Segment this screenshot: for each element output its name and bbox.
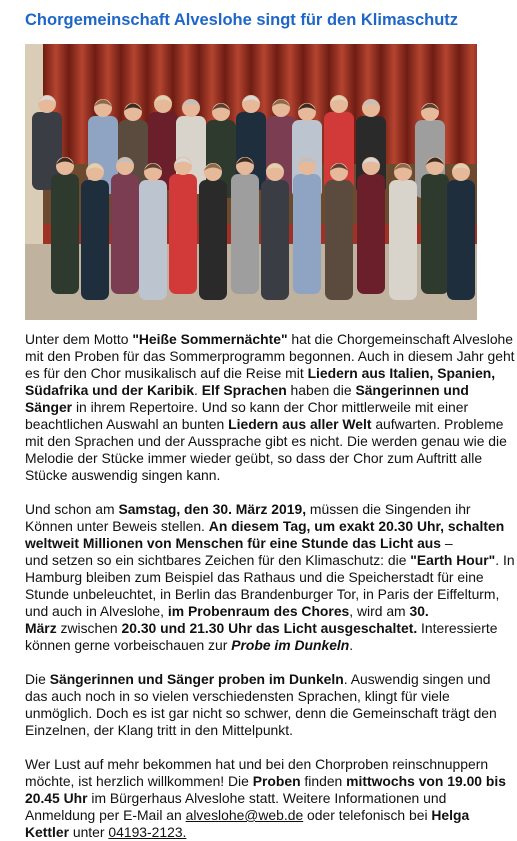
text-run: . Auswendig singen und xyxy=(343,671,491,687)
bold-text: Probe im Dunkeln xyxy=(231,637,350,653)
text-run: – xyxy=(441,535,453,551)
text-run: Melodie der Stücke immer wieder geübt, so dass der Chor zum Auftritt alle xyxy=(25,450,483,466)
bold-text: Liedern aus aller Welt xyxy=(228,416,372,432)
bold-text: Südafrika und der Karibik xyxy=(25,382,195,398)
text-run: das auch noch in so vielen verschiedensten Sprachen, klingt für viele xyxy=(25,688,450,704)
page-title: Chorgemeinschaft Alveslohe singt für den Klimaschutz xyxy=(25,11,459,29)
text-run: Und schon am xyxy=(25,501,119,517)
choir-member xyxy=(139,163,167,300)
choir-member xyxy=(231,157,259,294)
text-run: aufwarten. Probleme xyxy=(371,416,504,432)
bold-text: im Probenraum des Chores xyxy=(167,603,350,619)
text-run: Wer Lust auf mehr bekommen hat und bei den Chorproben reinschnuppern xyxy=(25,756,489,772)
text-run: müssen die Singenden ihr xyxy=(306,501,471,517)
bold-text: weltweit Millionen von Menschen für eine Stunde das Licht aus xyxy=(25,535,442,551)
curtain-fold xyxy=(459,44,477,169)
choir-member xyxy=(325,163,353,300)
paragraph-2 xyxy=(25,501,515,654)
choir-member xyxy=(357,157,385,294)
bold-text: 20.30 und 21.30 Uhr das Licht ausgeschaltet. xyxy=(121,620,418,636)
text-run: im Bürgerhaus Alveslohe statt. Weitere Informationen und xyxy=(87,790,447,806)
bold-text: 20.45 Uhr xyxy=(25,790,88,806)
text-run: es für den Chor musikalisch auf die Reise mit xyxy=(25,365,308,381)
bold-text: März xyxy=(25,620,57,636)
text-run: beachtlichen Auswahl an bunten xyxy=(25,416,229,432)
text-run: mit den Sprachen und der Aussprache gibt es nicht. Die werden genau wie die xyxy=(25,433,507,449)
bold-text: Kettler xyxy=(25,824,69,840)
choir-member xyxy=(261,163,289,300)
paragraph-4 xyxy=(25,756,505,841)
email-link[interactable]: alveslohe@web.de xyxy=(185,807,304,823)
text-run: Unter dem Motto xyxy=(25,331,133,347)
text-run: unter xyxy=(69,824,109,840)
text-run: und setzen so ein sichtbares Zeichen für den Klimaschutz: die xyxy=(25,552,411,568)
text-run: finden xyxy=(300,773,347,789)
text-run: Die xyxy=(25,671,50,687)
choir-member xyxy=(199,163,227,300)
text-run: oder telefonisch bei xyxy=(303,807,432,823)
text-run: Einzelnen, der Klang tritt in den Mittelpunkt. xyxy=(25,722,293,738)
choir-member xyxy=(293,157,321,294)
bold-text: Samstag, den 30. März 2019, xyxy=(118,501,307,517)
text-run: Stunde unbeleuchtet, in Berlin das Brandenburger Tor, in Paris der Eiffelturm, xyxy=(25,586,500,602)
text-run: möchte, ist herzlich willkommen! Die xyxy=(25,773,253,789)
text-run: haben die xyxy=(286,382,356,398)
text-run: Können unter Beweis stellen. xyxy=(25,518,209,534)
choir-member xyxy=(447,163,475,300)
text-run: Interessierte xyxy=(417,620,498,636)
paragraph-1 xyxy=(25,331,515,484)
bold-text: "Heiße Sommernächte" xyxy=(132,331,288,347)
text-run: mit den Proben für das Sommerprogramm begonnen. Auch in diesem Jahr geht xyxy=(25,348,515,364)
bold-text: Sängerinnen und xyxy=(355,382,469,398)
bold-text: Elf Sprachen xyxy=(201,382,287,398)
choir-member xyxy=(81,163,109,300)
choir-photo-illustration xyxy=(25,44,477,320)
choir-group-photo xyxy=(25,44,477,320)
article-body xyxy=(25,331,515,841)
choir-member xyxy=(169,157,197,294)
text-run: unmöglich. Doch es ist gar nicht so schwer, denn die Gemeinschaft trägt den xyxy=(25,705,497,721)
bold-text: Sängerinnen und Sänger proben im Dunkeln xyxy=(49,671,344,687)
choir-member xyxy=(389,163,417,300)
text-run: , wird am xyxy=(349,603,410,619)
bold-text: "Earth Hour" xyxy=(410,552,496,568)
text-run: in ihrem Repertoire. Und so kann der Chor mittlerweile mit einer xyxy=(72,399,469,415)
text-run: . In xyxy=(495,552,515,568)
bold-text: Helga xyxy=(431,807,470,823)
choir-member xyxy=(111,157,139,294)
text-run: können gerne vorbeischauen zur xyxy=(25,637,232,653)
text-run: zwischen xyxy=(56,620,122,636)
bold-text: Liedern aus Italien, Spanien, xyxy=(307,365,496,381)
text-run: . xyxy=(194,382,202,398)
text-run: Stücke auswendig singen kann. xyxy=(25,467,221,483)
bold-text: An diesem Tag, um exakt 20.30 Uhr, schalten xyxy=(208,518,505,534)
phone-link[interactable]: 04193-2123. xyxy=(108,824,187,840)
text-run: hat die Chorgemeinschaft Alveslohe xyxy=(287,331,514,347)
choir-member xyxy=(421,157,449,294)
bold-text: Proben xyxy=(252,773,301,789)
paragraph-3 xyxy=(25,671,505,739)
bold-text: mittwochs von 19.00 bis xyxy=(346,773,506,789)
bold-text: 30. xyxy=(409,603,429,619)
bold-text: Sänger xyxy=(25,399,73,415)
text-run: Anmeldung per E-Mail an xyxy=(25,807,186,823)
choir-member xyxy=(51,157,79,294)
text-run: und auch in Alveslohe, xyxy=(25,603,168,619)
text-run: Hamburg bleiben zum Beispiel das Rathaus und die Speicherstadt für eine xyxy=(25,569,484,585)
text-run: . xyxy=(349,637,354,653)
